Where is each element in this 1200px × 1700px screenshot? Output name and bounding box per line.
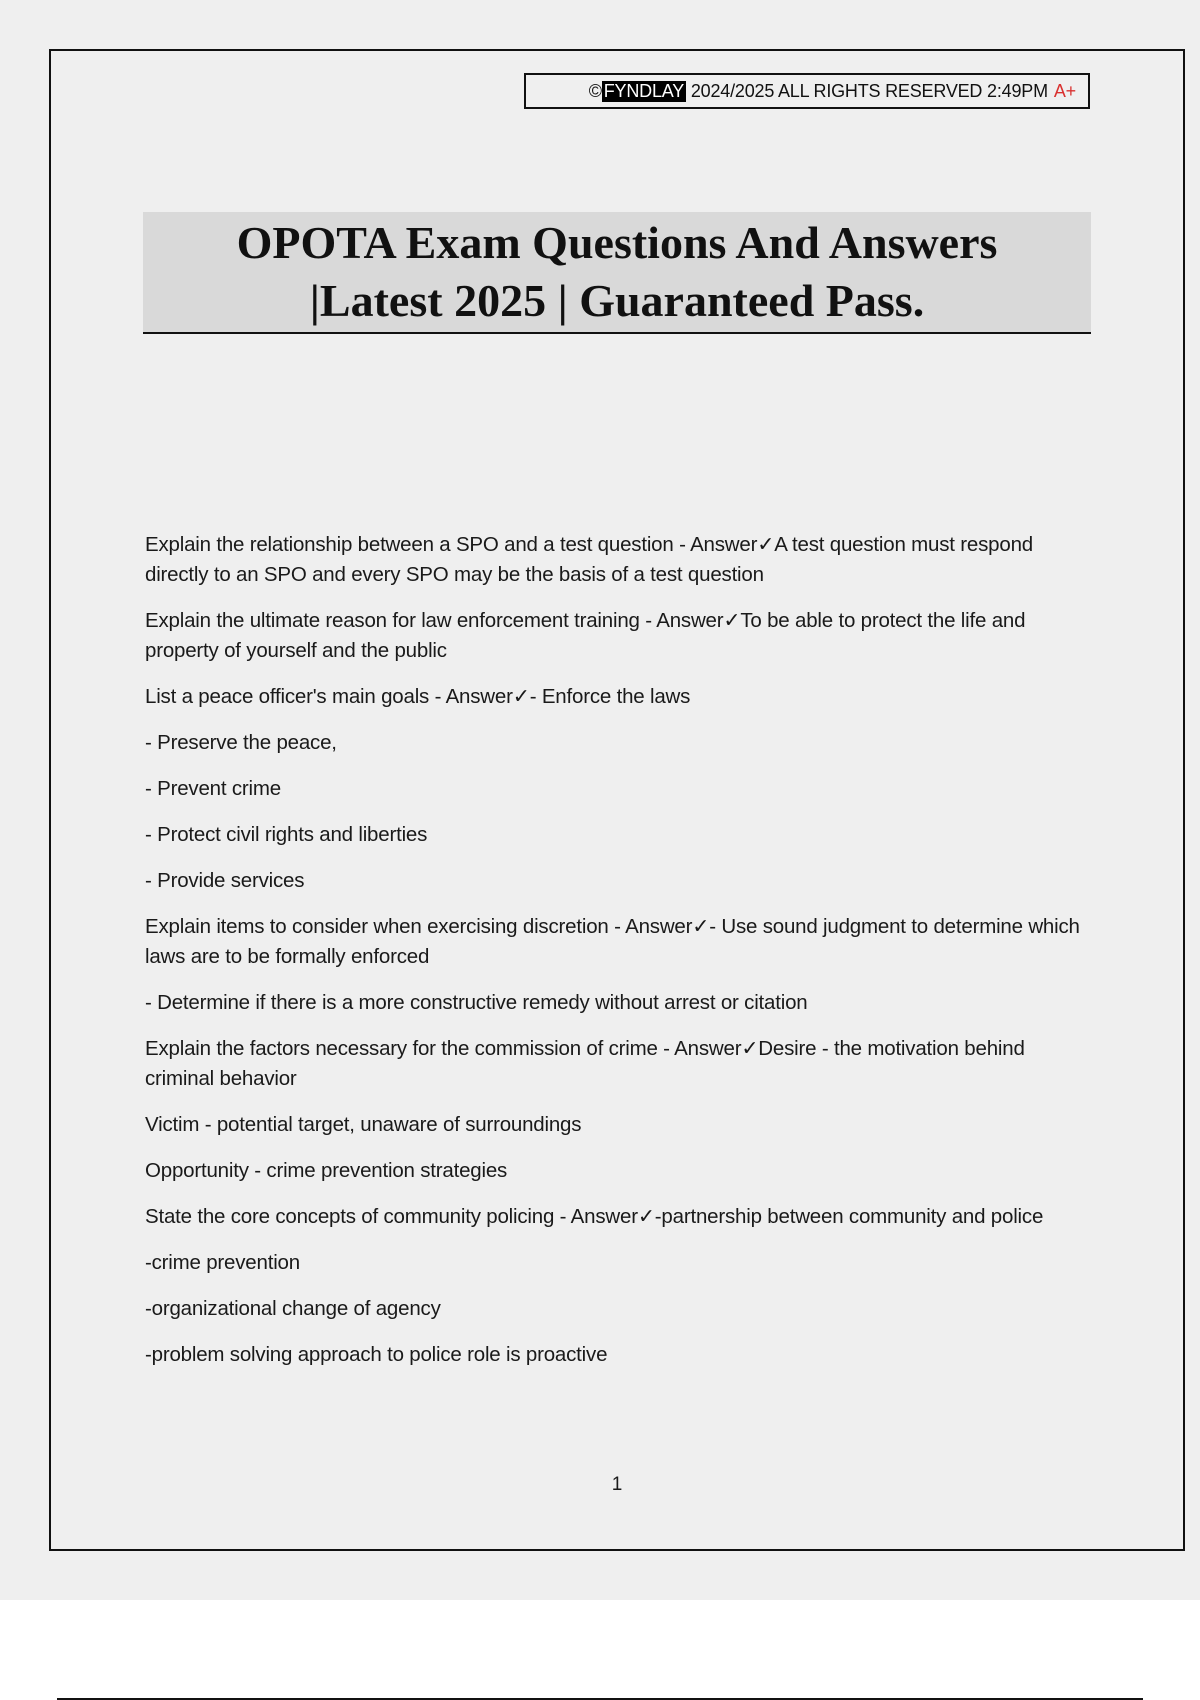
qa-paragraph: - Determine if there is a more constructive remedy without arrest or citation <box>145 991 808 1014</box>
copyright-symbol: © <box>588 80 602 101</box>
qa-paragraph: - Provide services <box>145 869 305 892</box>
qa-paragraph: State the core concepts of community policing - Answer✓-partnership between community and police <box>145 1205 1044 1228</box>
copyright-banner <box>524 73 1090 109</box>
qa-paragraph: List a peace officer's main goals - Answer✓- Enforce the laws <box>145 685 691 708</box>
grade-badge: A+ <box>1053 80 1076 101</box>
qa-paragraph: Explain the factors necessary for the commission of crime - Answer✓Desire - the motivation behind criminal behavior <box>145 1037 1025 1090</box>
qa-paragraph: -problem solving approach to police role is proactive <box>145 1343 608 1366</box>
title-line-1: OPOTA Exam Questions And Answers <box>236 217 998 268</box>
qa-paragraph: Explain the relationship between a SPO and a test question - Answer✓A test question must respond directly to an SPO and every SPO may be the basis of a test question <box>145 533 1033 586</box>
qa-paragraph: Explain items to consider when exercising discretion - Answer✓- Use sound judgment to determine which laws are to be formally enforced <box>145 915 1080 968</box>
copyright-text: 2024/2025 ALL RIGHTS RESERVED 2:49PM <box>690 80 1048 101</box>
qa-paragraph: Opportunity - crime prevention strategies <box>145 1159 508 1182</box>
qa-paragraph: -crime prevention <box>145 1251 300 1274</box>
title-line-2: |Latest 2025 | Guaranteed Pass. <box>309 275 925 326</box>
title-block <box>143 212 1091 334</box>
page-title <box>237 214 998 330</box>
qa-paragraph: - Preserve the peace, <box>145 731 337 754</box>
qa-paragraph: Victim - potential target, unaware of surroundings <box>145 1113 582 1136</box>
qa-paragraph: - Prevent crime <box>145 777 281 800</box>
page-number: 1 <box>611 1474 623 1495</box>
qa-paragraph: Explain the ultimate reason for law enforcement training - Answer✓To be able to protect the life and property of yourself and the public <box>145 609 1026 662</box>
qa-paragraph: -organizational change of agency <box>145 1297 441 1320</box>
brand-name: FYNDLAY <box>603 80 685 101</box>
qa-paragraph: - Protect civil rights and liberties <box>145 823 428 846</box>
qa-content <box>145 530 1095 1386</box>
